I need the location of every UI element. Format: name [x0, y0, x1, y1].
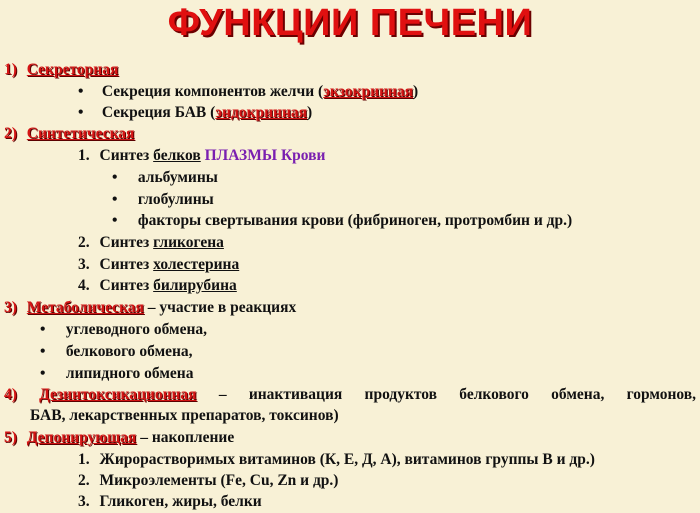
- section-number: 5): [4, 429, 17, 446]
- section-title: Синтетическая: [26, 125, 135, 142]
- section-title: Метаболическая: [26, 299, 144, 316]
- section-number: 3): [4, 299, 17, 316]
- list-item: 3. Гликоген, жиры, белки: [78, 493, 262, 510]
- section-4-continuation: БАВ, лекарственных препаратов, токсинов): [30, 407, 339, 424]
- list-item: 2. Синтез гликогена: [78, 234, 224, 251]
- list-item: • факторы свертывания крови (фибриноген, протромбин и др.): [112, 212, 573, 229]
- list-item: • глобулины: [112, 191, 214, 208]
- list-item: 3. Синтез холестерина: [78, 256, 240, 273]
- section-title: Дезинтоксикационная: [39, 386, 197, 403]
- list-item: 2. Микроэлементы (Fe, Cu, Zn и др.): [78, 472, 339, 489]
- bullet: •: [78, 83, 84, 100]
- section-number: 1): [4, 61, 17, 78]
- section-title: Депонирующая: [26, 429, 137, 446]
- section-5-heading: 5) Депонирующая – накопление: [4, 429, 235, 446]
- list-item: • Секреция БАВ (эндокринная): [78, 104, 313, 121]
- section-number: 2): [4, 125, 17, 142]
- list-item: • альбумины: [112, 169, 218, 186]
- list-item: 1. Жирорастворимых витаминов (К, Е, Д, А), витаминов группы В и др.): [78, 451, 595, 468]
- list-item: • Секреция компонентов желчи (экзокринная): [78, 83, 419, 100]
- section-2-heading: [4, 124, 134, 144]
- section-4-heading: 4) Дезинтоксикационная – инактивация продуктов белкового обмена, гормонов,: [4, 386, 697, 403]
- section-title: Секреторная: [26, 61, 119, 78]
- section-1-heading: [4, 60, 118, 80]
- list-item: 4. Синтез билирубина: [78, 277, 237, 294]
- list-item: • белкового обмена,: [40, 343, 193, 360]
- list-item: 1. Синтез белков ПЛАЗМЫ Крови: [78, 147, 326, 164]
- bullet: •: [78, 104, 84, 121]
- section-number: 4): [4, 386, 17, 403]
- list-item: • углеводного обмена,: [40, 321, 208, 338]
- section-3-heading: 3) Метаболическая – участие в реакциях: [4, 299, 297, 316]
- page-title: ФУНКЦИИ ПЕЧЕНИ: [167, 2, 533, 44]
- list-item: • липидного обмена: [40, 365, 194, 382]
